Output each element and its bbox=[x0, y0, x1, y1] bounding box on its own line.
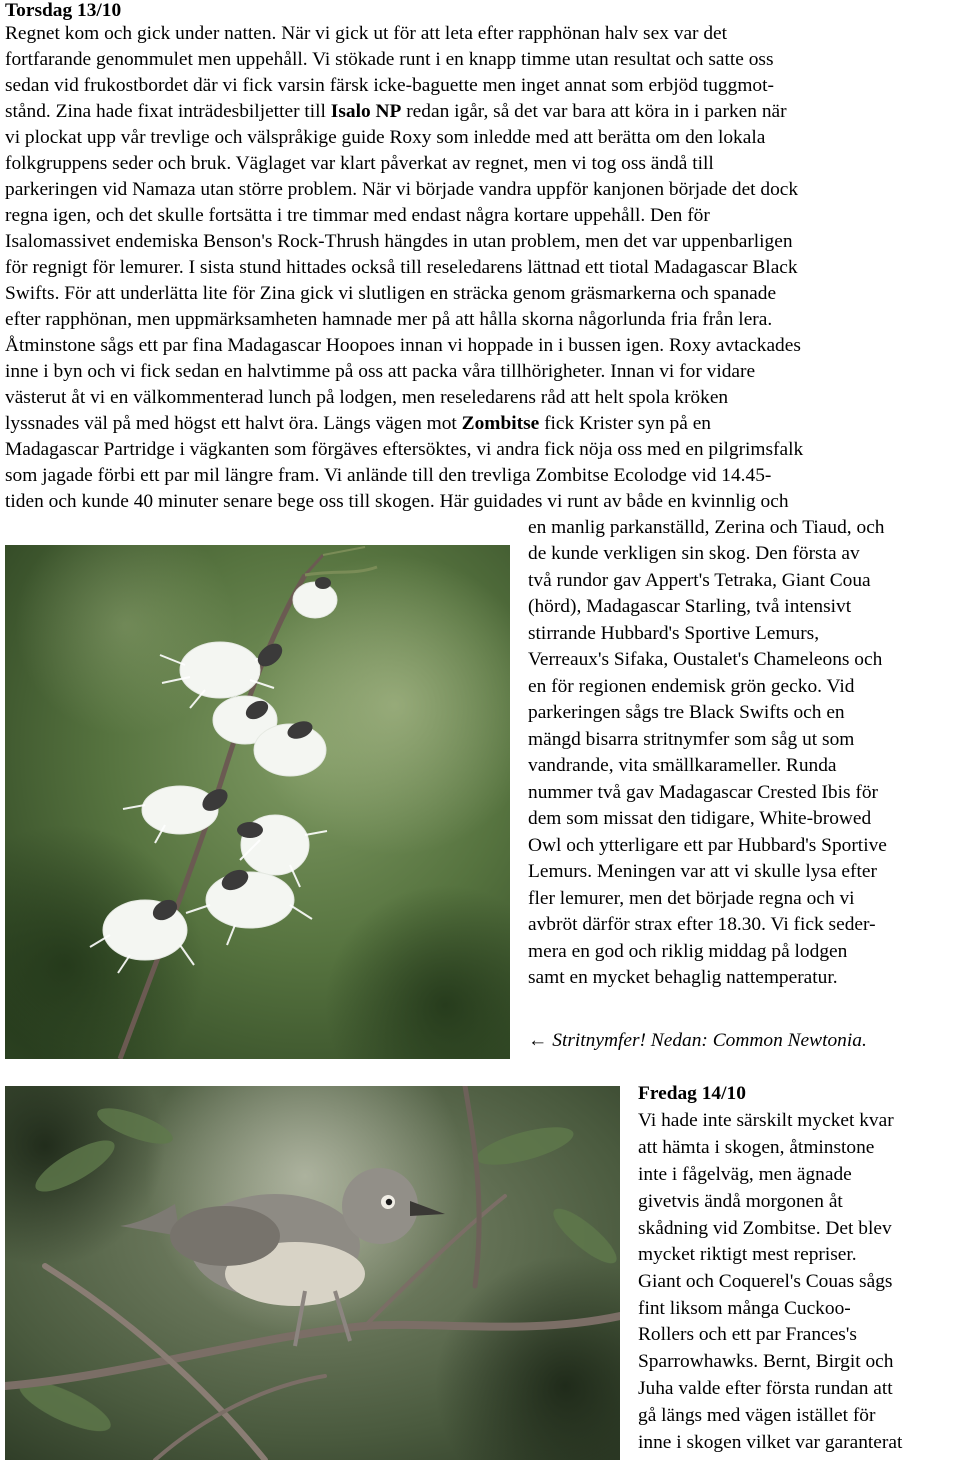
text-line: vandrande, vita smällkarameller. Runda bbox=[528, 755, 837, 776]
text-line: Owl och ytterligare ett par Hubbard's Sportive bbox=[528, 835, 887, 856]
text-line: Åtminstone sågs ett par fina Madagascar Hoopoes innan vi hoppade in i bussen igen. Roxy avtackades bbox=[5, 335, 801, 356]
text-line: regna igen, och det skulle fortsätta i tre timmar med endast några kortare uppehåll. Den för bbox=[5, 205, 710, 226]
text-line: som jagade förbi ett par mil längre fram. Vi anlände till den trevliga Zombitse Ecolodge vid 14.45- bbox=[5, 465, 772, 486]
text-line: mycket riktigt mest repriser. bbox=[638, 1244, 857, 1265]
text-line: fler lemurer, men det började regna och vi bbox=[528, 888, 855, 909]
text-line: en manlig parkanställd, Zerina och Tiaud, och bbox=[528, 517, 885, 538]
text-line: folkgruppens seder och bruk. Väglaget var klart påverkat av regnet, men vi tog oss ändå till bbox=[5, 153, 714, 174]
arrow-left-icon: ← bbox=[528, 1030, 548, 1051]
text-line: gå längs med vägen istället för bbox=[638, 1405, 876, 1426]
common-newtonia-photo bbox=[5, 1086, 620, 1460]
text-line: efter rapphönan, men uppmärksamheten hamnade mer på att hålla skorna någorlunda fria från lera. bbox=[5, 309, 773, 330]
text-run: fick Krister syn på en bbox=[539, 413, 712, 434]
text-line: mera en god och riklig middag på lodgen bbox=[528, 941, 848, 962]
text-line: Regnet kom och gick under natten. När vi gick ut för att leta efter rapphönan halv sex var det bbox=[5, 23, 728, 44]
text-line: Rollers och ett par Frances's bbox=[638, 1324, 857, 1345]
text-line: mängd bisarra stritnymfer som såg ut som bbox=[528, 729, 855, 750]
planthopper-nymphs-photo bbox=[5, 545, 510, 1059]
text-line: Vi hade inte särskilt mycket kvar bbox=[638, 1110, 894, 1131]
text-line: inne i byn och vi fick sedan en halvtimme på oss att packa våra tillhörigheter. Innan vi for vidare bbox=[5, 361, 756, 382]
text-line: Sparrowhawks. Bernt, Birgit och bbox=[638, 1351, 894, 1372]
text-line: Juha valde efter första rundan att bbox=[638, 1378, 893, 1399]
text-line: parkeringen vid Namaza utan större problem. När vi började vandra uppför kanjonen började det dock bbox=[5, 179, 799, 200]
text-line: parkeringen sågs tre Black Swifts och en bbox=[528, 702, 845, 723]
text-line: inte i fågelväg, men ägnade bbox=[638, 1164, 852, 1185]
text-line: sedan vid frukostbordet där vi fick varsin färsk icke-baguette men inget annat som erbjöd tuggmot- bbox=[5, 75, 774, 96]
text-line: vi plockat upp vår trevlige och välspråkige guide Roxy som inledde med att berätta om den lokala bbox=[5, 127, 766, 148]
text-line: skådning vid Zombitse. Det blev bbox=[638, 1218, 892, 1239]
caption-text: Stritnymfer! Nedan: Common Newtonia. bbox=[552, 1030, 867, 1051]
text-run: stånd. Zina hade fixat inträdesbiljetter till bbox=[5, 101, 331, 122]
text-line: Giant och Coquerel's Couas sågs bbox=[638, 1271, 893, 1292]
text-run: lyssnades väl på med högst ett halvt öra. Längs vägen mot bbox=[5, 413, 462, 434]
text-line: en för regionen endemisk grön gecko. Vid bbox=[528, 676, 855, 697]
text-line: nummer två gav Madagascar Crested Ibis för bbox=[528, 782, 878, 803]
text-line: stirrande Hubbard's Sportive Lemurs, bbox=[528, 623, 820, 644]
text-line: avbröt därför strax efter 18.30. Vi fick seder- bbox=[528, 914, 876, 935]
text-line: Madagascar Partridge i vägkanten som förgäves eftersöktes, vi andra fick nöja oss med en pilgrimsfalk bbox=[5, 439, 804, 460]
text-run: redan igår, så det var bara att köra in i parken när bbox=[401, 101, 787, 122]
text-line: Swifts. För att underlätta lite för Zina gick vi slutligen en sträcka genom gräsmarkerna och spanade bbox=[5, 283, 777, 304]
text-line bbox=[5, 99, 787, 125]
text-line: västerut åt vi en välkommenterad lunch på lodgen, men reseledarens råd att helt spola kröken bbox=[5, 387, 729, 408]
text-line: samt en mycket behaglig nattemperatur. bbox=[528, 967, 838, 988]
photo-caption bbox=[528, 1028, 867, 1054]
text-line: fint liksom många Cuckoo- bbox=[638, 1298, 851, 1319]
text-line: fortfarande genommulet men uppehåll. Vi stökade runt i en knapp timme utan resultat och satte oss bbox=[5, 49, 774, 70]
text-line: givetvis ändå morgonen åt bbox=[638, 1191, 843, 1212]
text-line: de kunde verkligen sin skog. Den första av bbox=[528, 543, 860, 564]
day-heading: Fredag 14/10 bbox=[638, 1083, 746, 1104]
text-line: inne i skogen vilket var garanterat bbox=[638, 1432, 903, 1453]
text-line: dem som missat den tidigare, White-browed bbox=[528, 808, 872, 829]
text-line: Isalomassivet endemiska Benson's Rock-Thrush hängdes in utan problem, men det var uppenbarligen bbox=[5, 231, 793, 252]
text-line: (hörd), Madagascar Starling, två intensivt bbox=[528, 596, 852, 617]
text-line: att hämta i skogen, åtminstone bbox=[638, 1137, 875, 1158]
text-line: för regnigt för lemurer. I sista stund hittades också till reseledarens lättnad ett tiotal Madagascar Black bbox=[5, 257, 798, 278]
text-line: Lemurs. Meningen var att vi skulle lysa efter bbox=[528, 861, 877, 882]
place-name-bold: Isalo NP bbox=[330, 101, 402, 122]
text-line bbox=[5, 411, 711, 437]
day-heading: Torsdag 13/10 bbox=[5, 0, 122, 21]
place-name-bold: Zombitse bbox=[461, 413, 540, 434]
text-line: två rundor gav Appert's Tetraka, Giant Coua bbox=[528, 570, 871, 591]
text-line: Verreaux's Sifaka, Oustalet's Chameleons och bbox=[528, 649, 883, 670]
text-line: tiden och kunde 40 minuter senare bege oss till skogen. Här guidades vi runt av både en kvinnlig och bbox=[5, 491, 789, 512]
